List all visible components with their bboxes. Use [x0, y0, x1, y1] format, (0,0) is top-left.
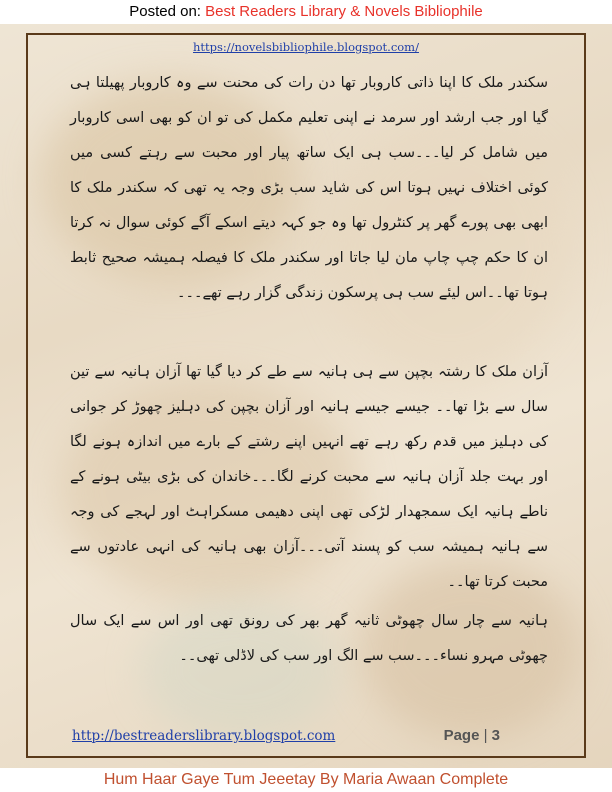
posted-on-banner — [0, 0, 612, 24]
novel-title-banner: Hum Haar Gaye Tum Jeeetay By Maria Awaan Complete — [0, 768, 612, 792]
posted-on-label: Posted on: — [129, 3, 206, 20]
paragraph-1: سکندر ملک کا اپنا ذاتی کاروبار تھا دن رات کی محنت سے وہ کاروبار پھیلتا ہی گیا اور جب ارشد اور سرمد نے اپنی تعلیم مکمل کی تو ان کو بھی اسی کاروبار میں شامل کر لیا۔۔۔سب ہی ایک ساتھ پیار اور محبت سے رہتے کسی میں کوئی اختلاف نہیں ہوتا اس کی شاید سب بڑی وجہ یہ تھی کہ سکندر ملک کا ابھی بھی پورے گھر پر کنٹرول تھا وہ جو کہہ دیتے اسکے آگے کوئی سوال نہ کرتا ان کا حکم چپ چاپ مان لیا جاتا اور سکندر ملک کا فیصلہ ہمیشہ صحیح ثابط ہوتا تھا۔۔اس لیئے سب ہی پرسکون زندگی گزار رہے تھے۔۔۔ — [70, 75, 548, 301]
top-blog-link[interactable]: https://novelsbibliophile.blogspot.com/ — [193, 40, 419, 54]
page-number — [444, 727, 500, 744]
page-number-value: 3 — [491, 727, 500, 744]
footer-blog-link[interactable]: http://bestreaderslibrary.blogspot.com — [72, 728, 336, 744]
story-text — [70, 66, 548, 674]
page-separator: | — [479, 727, 492, 744]
page-label: Page — [443, 727, 480, 744]
paragraph-3: ہانیہ سے چار سال چھوٹی ثانیہ گھر بھر کی رونق تھی اور اس سے ایک سال چھوٹی مہرو نساء۔۔۔سب سے الگ اور سب کی لاڈلی تھی۔۔ — [70, 613, 548, 664]
paragraph-2: آزان ملک کا رشتہ بچپن سے ہی ہانیہ سے طے کر دیا گیا تھا آزان ہانیہ سے تین سال سے بڑا تھا۔۔ جیسے جیسے ہانیہ اور آزان بچپن کی دہلیز چھوڑ کر جوانی کی دہلیز میں قدم رکھ رہے تھے انہیں اپنے رشتے کے بارے میں اندازہ ہونے لگا اور بہت جلد آزان ہانیہ سے محبت کرنے لگا۔۔۔خاندان کی بڑی بیٹی ہونے کے ناطے ہانیہ ایک سمجھدار لڑکی تھی اپنی دھیمی مسکراہٹ اور لہجے کی وجہ سے ہانیہ ہمیشہ سب کو پسند آتی۔۔۔آزان بھی ہانیہ کی انہی عادتوں سے محبت کرتا تھا۔۔ — [70, 364, 548, 590]
site-name: Best Readers Library & Novels Bibliophile — [205, 3, 483, 20]
